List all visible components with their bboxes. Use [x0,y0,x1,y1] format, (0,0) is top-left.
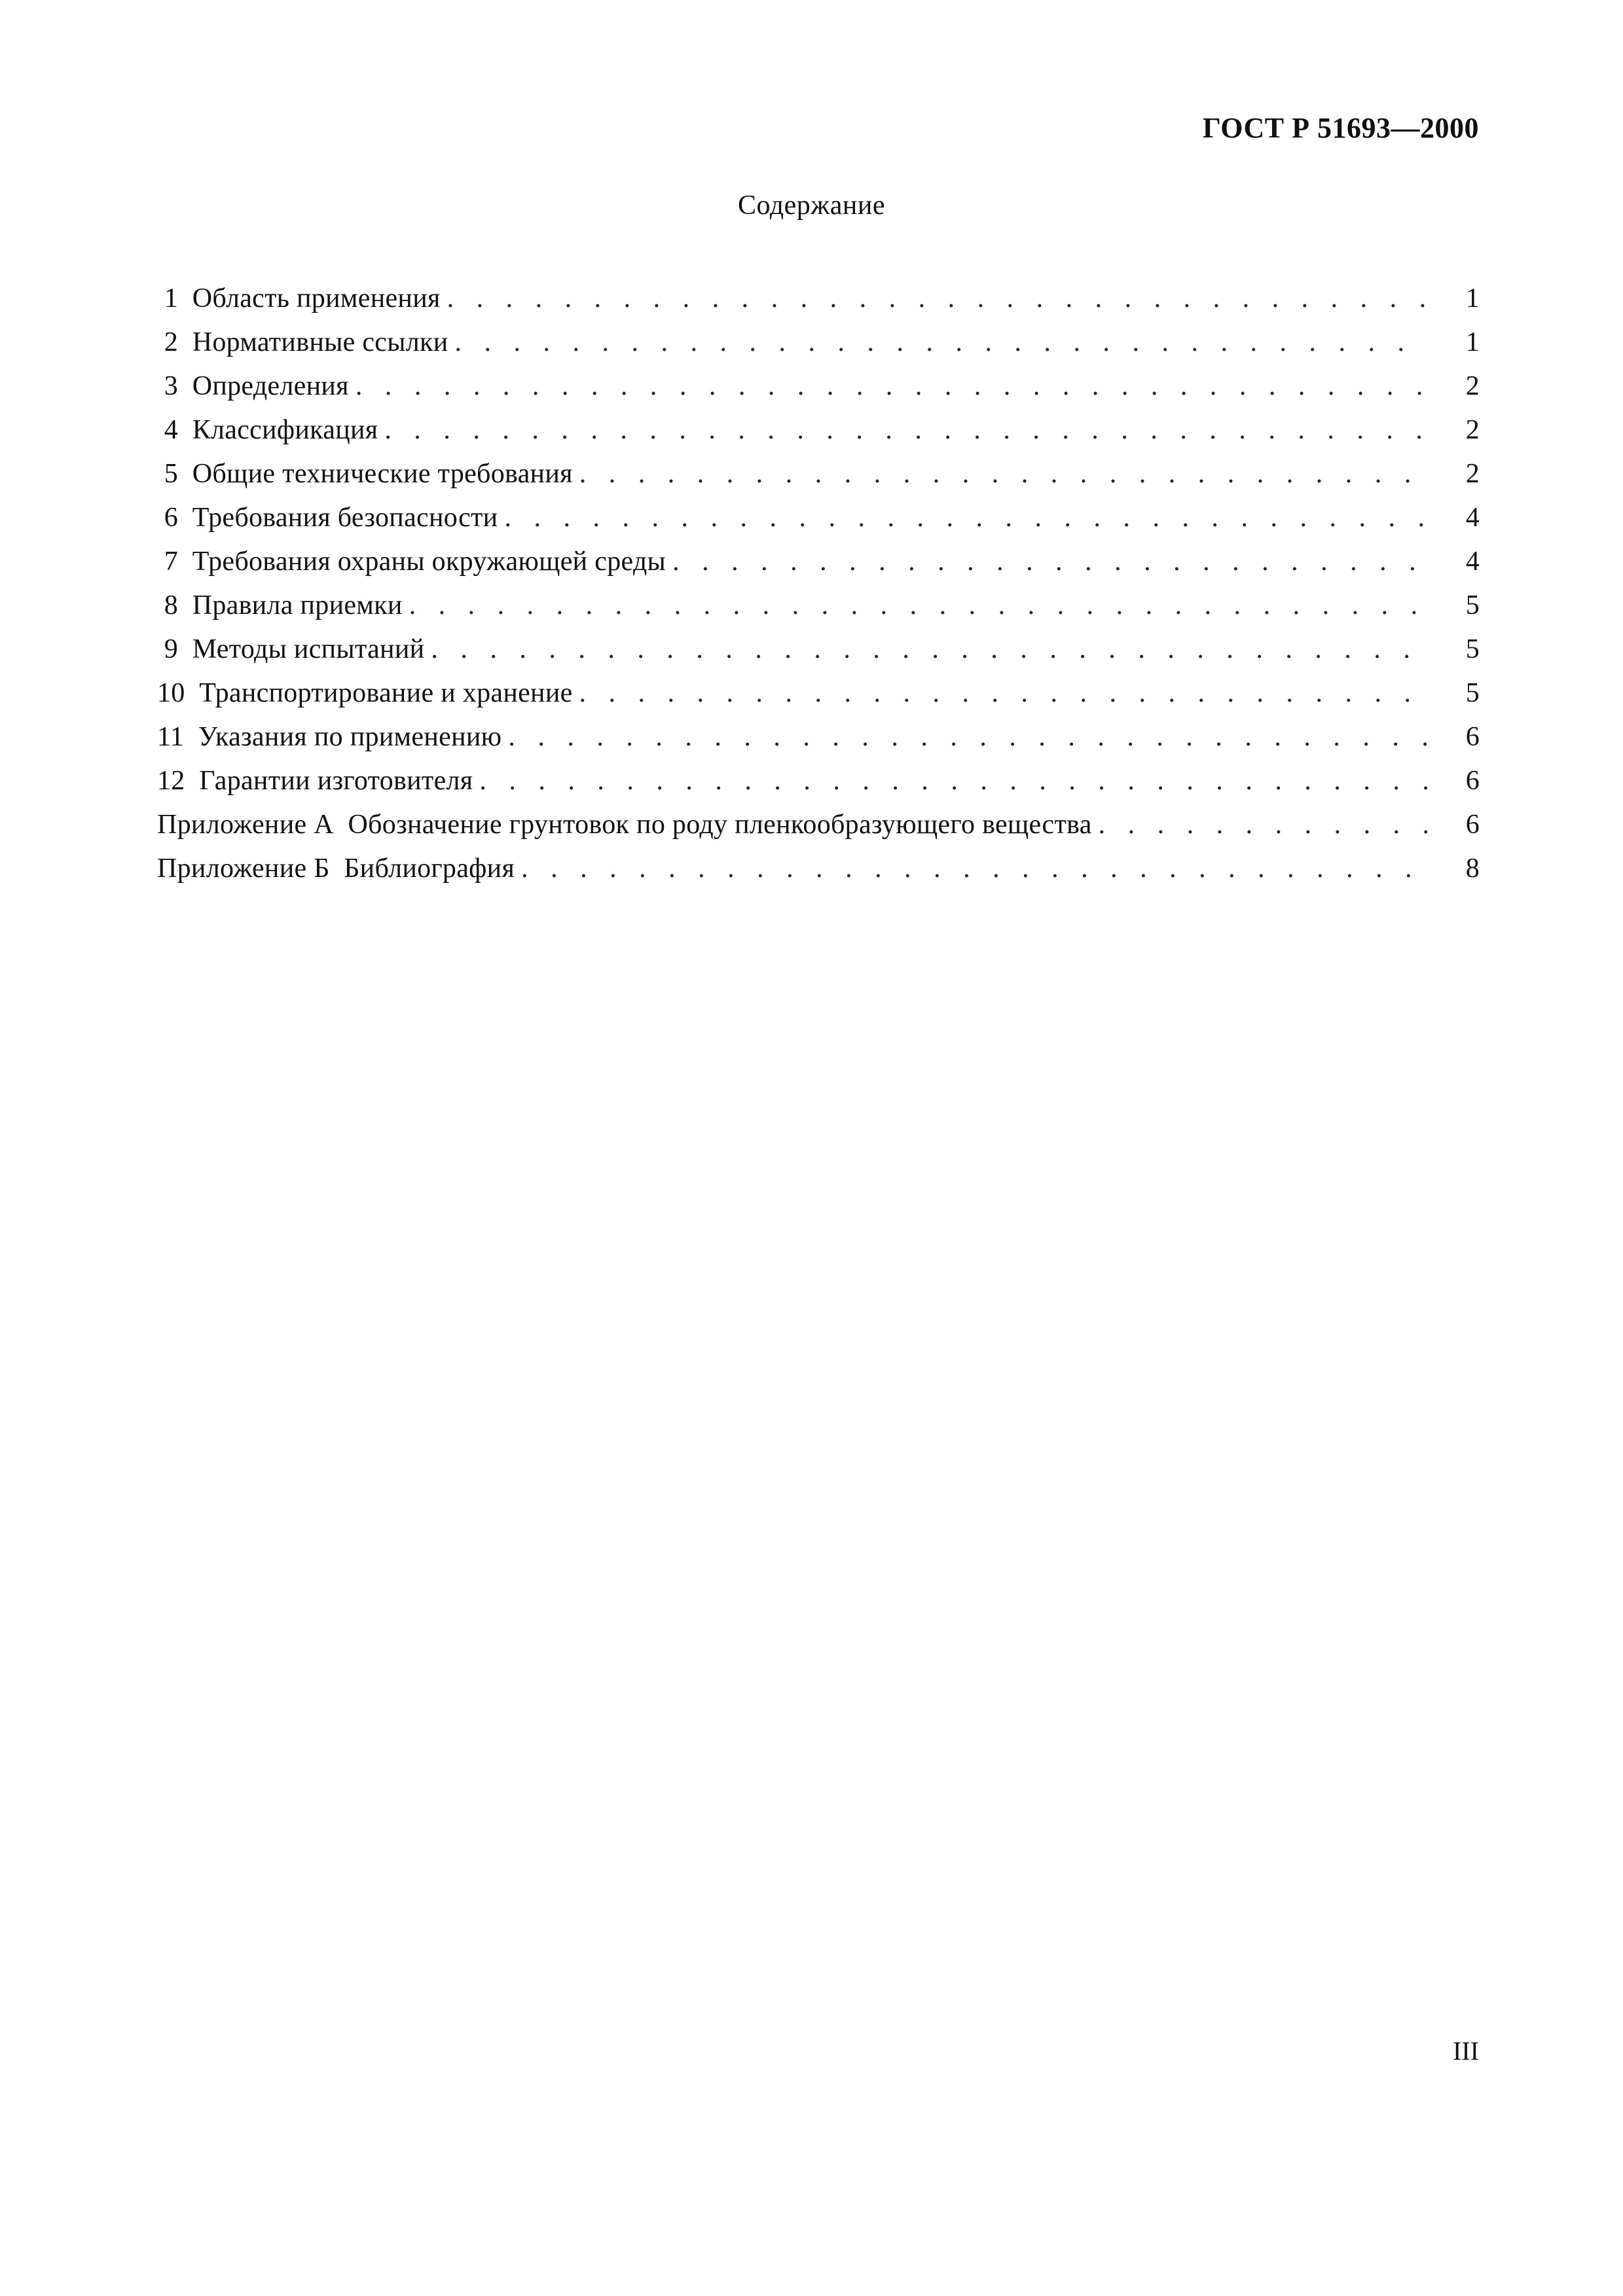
toc-entry-title: Обозначение грунтовок по роду пленкообразующего вещества [348,810,1092,840]
toc-entry-page: 6 [1465,766,1480,796]
toc-entry[interactable] [157,502,1480,546]
toc-entry-page: 1 [1465,283,1480,314]
toc-entry-title: Требования охраны окружающей среды [192,547,666,577]
toc-dot-leader [356,370,1427,402]
toc-entry-number: 6 [157,503,179,533]
toc-entry-page: 4 [1465,547,1480,577]
toc-entry-title: Правила приемки [192,590,403,620]
toc-dot-leader [504,502,1427,533]
toc-entry[interactable] [157,590,1480,634]
toc-entry-title: Транспортирование и хранение [199,678,573,708]
toc-dot-leader [1099,809,1427,840]
toc-entry[interactable] [157,853,1480,897]
toc-entry-title: Указания по применению [198,722,502,752]
toc-dot-leader [455,327,1427,358]
toc-dot-leader [579,458,1427,490]
toc-dot-leader [447,283,1427,314]
toc-entry-page: 8 [1465,853,1480,884]
toc-dot-leader [672,546,1427,577]
toc-entry-page: 6 [1465,810,1480,840]
toc-title: Содержание [737,190,886,221]
toc-entry-page: 5 [1465,590,1480,620]
document-code: ГОСТ Р 51693—2000 [1202,112,1479,144]
toc-entry-number: 10 [157,678,185,708]
toc-entry-page: 2 [1465,459,1480,489]
toc-dot-leader [409,590,1427,621]
toc-dot-leader [479,765,1427,797]
toc-entry-page: 5 [1465,634,1480,664]
toc-entry-number: 9 [157,634,179,664]
toc-entry-page: 5 [1465,678,1480,708]
toc-entry-number: 7 [157,547,179,577]
toc-entry-title: Классификация [192,415,378,445]
toc-entry-page: 1 [1465,327,1480,357]
toc-entry[interactable] [157,677,1480,721]
toc-dot-leader [431,634,1427,665]
toc-entry[interactable] [157,809,1480,853]
toc-entry[interactable] [157,283,1480,327]
toc-entry[interactable] [157,546,1480,590]
toc-entry[interactable] [157,634,1480,677]
toc-entry-number: 2 [157,327,179,357]
toc-entry-title: Гарантии изготовителя [199,766,473,796]
toc-entry-title: Определения [192,371,349,401]
toc-entry[interactable] [157,721,1480,765]
toc-entry-title: Методы испытаний [192,634,425,664]
toc-entry-number: Приложение А [157,810,334,840]
toc-entry-number: Приложение Б [157,853,330,884]
toc-entry-title: Требования безопасности [192,503,498,533]
page-number: III [1453,2036,1479,2066]
toc-entry[interactable] [157,370,1480,414]
toc-entry-page: 6 [1465,722,1480,752]
toc-entry[interactable] [157,414,1480,458]
toc-entry-number: 5 [157,459,179,489]
toc-entry-number: 3 [157,371,179,401]
toc-entry-page: 4 [1465,503,1480,533]
toc-dot-leader [521,853,1427,884]
toc-entry-title: Библиография [344,853,515,884]
toc-entry-number: 12 [157,766,185,796]
toc-entry[interactable] [157,765,1480,809]
toc-entry-title: Область применения [192,283,441,314]
toc-entry[interactable] [157,327,1480,370]
toc-entry-title: Нормативные ссылки [192,327,448,357]
toc-entry[interactable] [157,458,1480,502]
table-of-contents [157,283,1480,897]
toc-entry-title: Общие технические требования [192,459,573,489]
toc-dot-leader [508,721,1427,753]
toc-entry-number: 8 [157,590,179,620]
toc-entry-page: 2 [1465,415,1480,445]
toc-dot-leader [384,414,1427,446]
toc-entry-number: 1 [157,283,179,314]
toc-entry-number: 4 [157,415,179,445]
toc-entry-page: 2 [1465,371,1480,401]
toc-entry-number: 11 [157,722,185,752]
toc-dot-leader [579,677,1427,709]
